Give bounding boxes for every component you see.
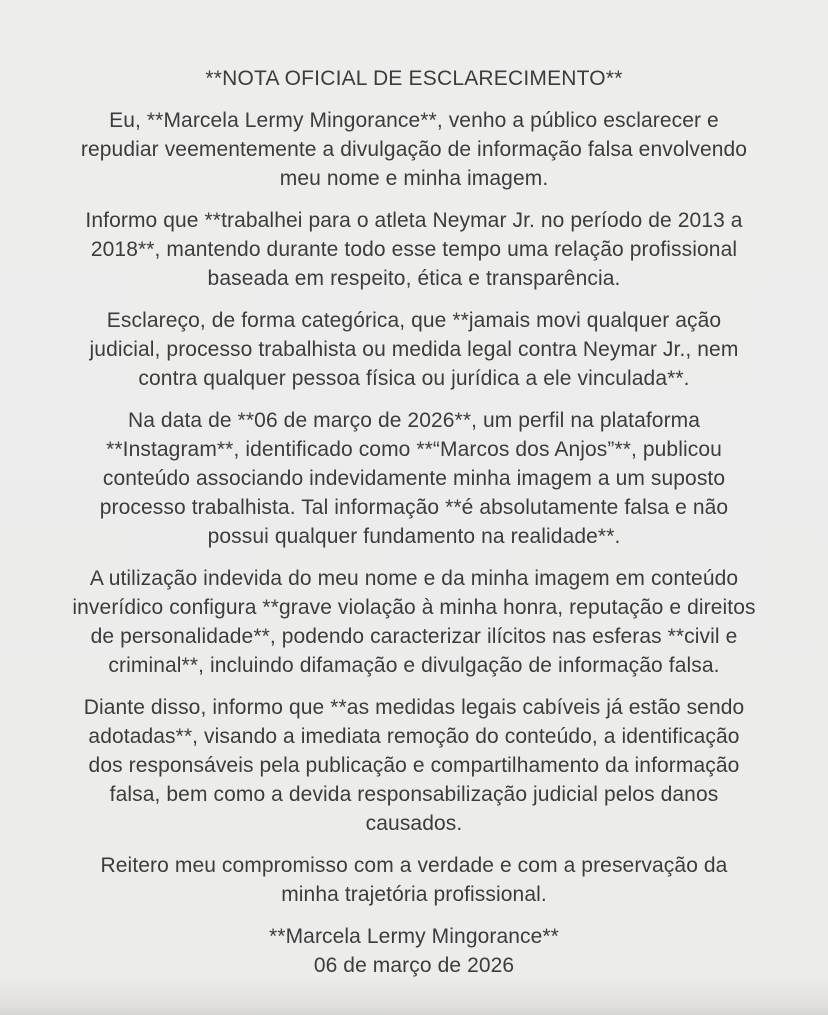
note-title: **NOTA OFICIAL DE ESCLARECIMENTO**: [205, 67, 623, 90]
signature-date: 06 de março de 2026: [313, 954, 515, 977]
signature-name: **Marcela Lermy Mingorance**: [269, 925, 559, 948]
note-paragraph: Eu, **Marcela Lermy Mingorance**, venho a público esclarecer e repudiar veementemente a divulgação de informação falsa envolvendo meu nome e minha imagem.: [80, 109, 748, 190]
official-note: [69, 0, 759, 980]
note-paragraph: Informo que **trabalhei para o atleta Neymar Jr. no período de 2013 a 2018**, mantendo durante todo esse tempo uma relação profissional baseada em respeito, ética e transparência.: [85, 209, 743, 290]
note-paragraph: Diante disso, informo que **as medidas legais cabíveis já estão sendo adotadas**, visando a imediata remoção do conteúdo, a identificação dos responsáveis pela publicação e compartilhamento da informação falsa, bem como a devida responsabilização judicial pelos danos causados.: [83, 696, 745, 835]
signature-block: [69, 922, 759, 980]
note-paragraph: Na data de **06 de março de 2026**, um perfil na plataforma **Instagram**, identificado como **“Marcos dos Anjos”**, publicou conteúdo associando indevidamente minha imagem a um suposto processo trabalhista. Tal informação **é absolutamente falsa e não possui qualquer fundamento na realidade**.: [99, 409, 729, 548]
note-paragraph: Esclareço, de forma categórica, que **jamais movi qualquer ação judicial, processo trabalhista ou medida legal contra Neymar Jr., nem contra qualquer pessoa física ou jurídica a ele vinculada**.: [89, 309, 739, 390]
note-paragraph: A utilização indevida do meu nome e da minha imagem em conteúdo inverídico configura **grave violação à minha honra, reputação e direitos de personalidade**, podendo caracterizar ilícitos nas esferas **civil e criminal**, incluindo difamação e divulgação de informação falsa.: [72, 567, 756, 677]
note-paragraph: Reitero meu compromisso com a verdade e com a preservação da minha trajetória profissional.: [100, 854, 728, 906]
